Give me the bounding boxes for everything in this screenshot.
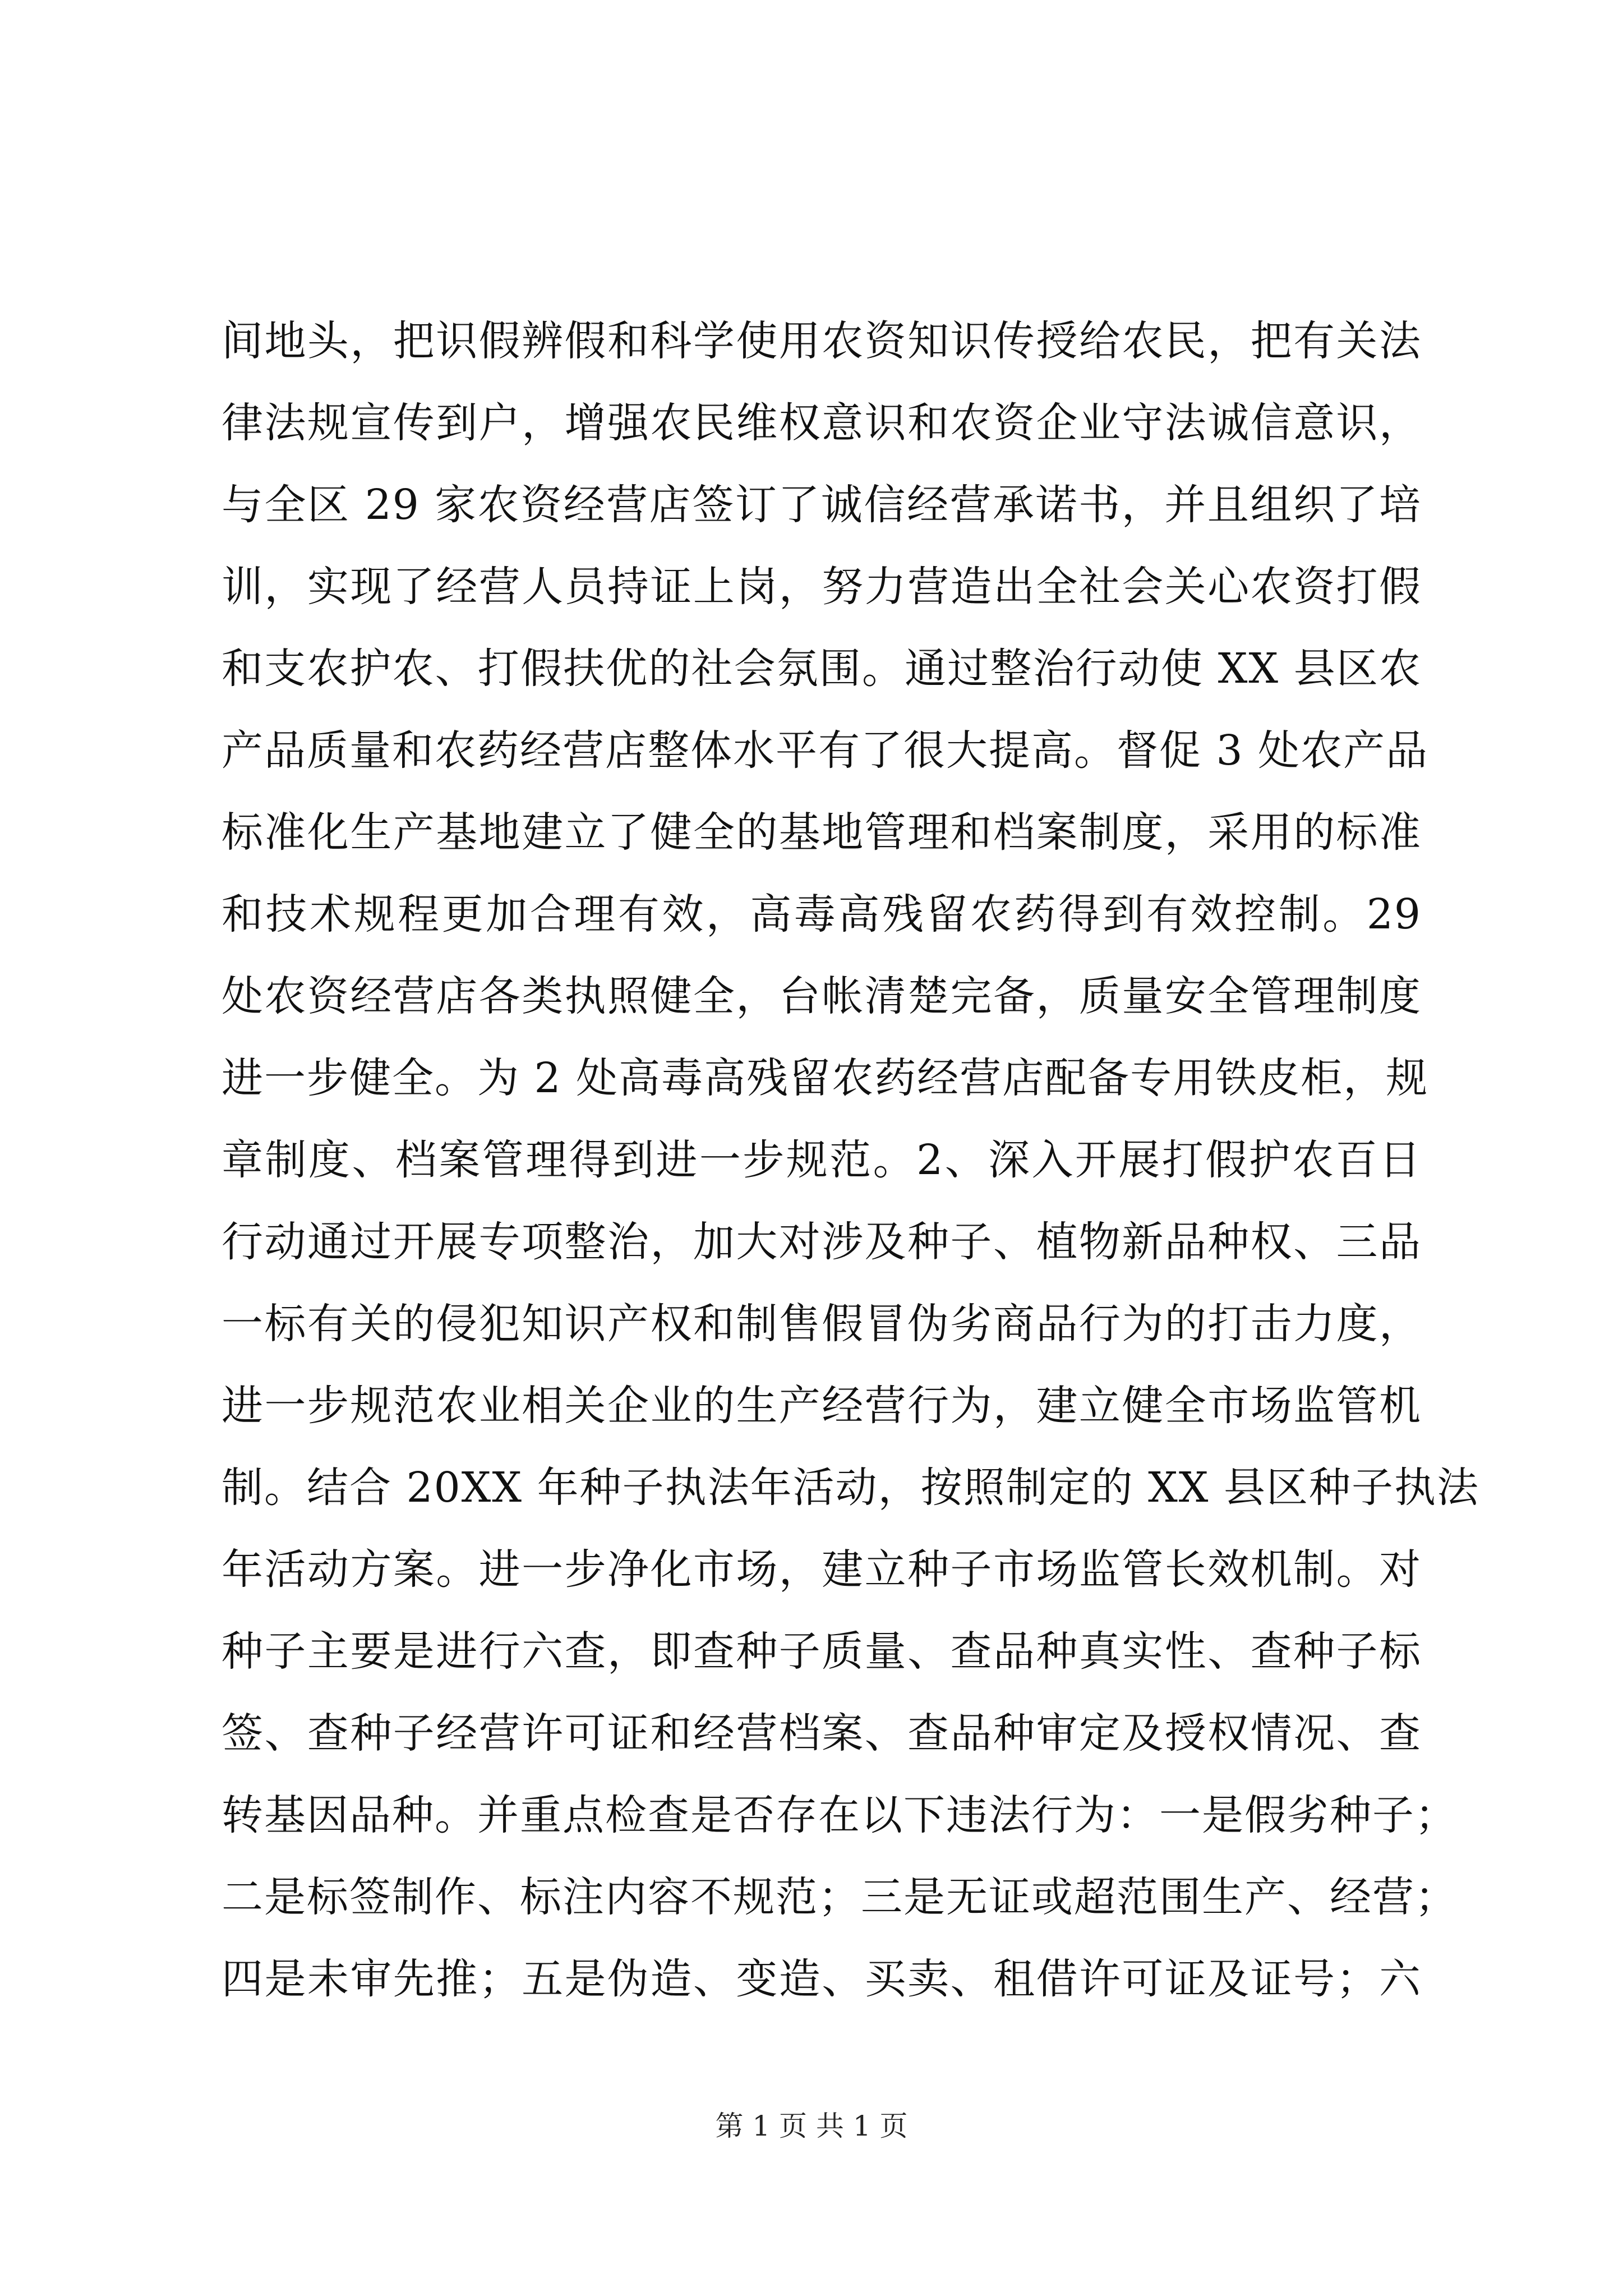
text-line: 制。结合 20XX 年种子执法年活动，按照制定的 XX 县区种子执法	[222, 1464, 1479, 1512]
text-line: 训，实现了经营人员持证上岗，努力营造出全社会关心农资打假	[222, 563, 1422, 611]
text-line: 章制度、档案管理得到进一步规范。2、深入开展打假护农百日	[222, 1136, 1422, 1184]
text-line: 与全区 29 家农资经营店签订了诚信经营承诺书，并且组织了培	[222, 481, 1422, 529]
text-line: 产品质量和农药经营店整体水平有了很大提高。督促 3 处农产品	[222, 726, 1429, 775]
body-text	[222, 300, 1479, 2020]
text-line: 转基因品种。并重点检查是否存在以下违法行为：一是假劣种子；	[222, 1791, 1458, 1839]
text-line: 和技术规程更加合理有效，高毒高残留农药得到有效控制。29	[222, 890, 1422, 938]
text-line: 种子主要是进行六查，即查种子质量、查品种真实性、查种子标	[222, 1627, 1422, 1676]
text-line: 处农资经营店各类执照健全，台帐清楚完备，质量安全管理制度	[222, 972, 1422, 1020]
text-line: 签、查种子经营许可证和经营档案、查品种审定及授权情况、查	[222, 1709, 1422, 1757]
text-line: 进一步规范农业相关企业的生产经营行为，建立健全市场监管机	[222, 1382, 1422, 1430]
text-line: 进一步健全。为 2 处高毒高残留农药经营店配备专用铁皮柜，规	[222, 1054, 1429, 1102]
text-line: 年活动方案。进一步净化市场，建立种子市场监管长效机制。对	[222, 1545, 1422, 1594]
page-number-label: 第 1 页 共 1 页	[715, 2110, 908, 2142]
text-line: 和支农护农、打假扶优的社会氛围。通过整治行动使 XX 县区农	[222, 645, 1422, 693]
text-line: 间地头，把识假辨假和科学使用农资知识传授给农民，把有关法	[222, 317, 1422, 365]
text-line: 律法规宣传到户，增强农民维权意识和农资企业守法诚信意识，	[222, 399, 1422, 447]
text-line: 二是标签制作、标注内容不规范；三是无证或超范围生产、经营；	[222, 1873, 1458, 1921]
text-line: 行动通过开展专项整治，加大对涉及种子、植物新品种权、三品	[222, 1218, 1422, 1266]
page-footer	[0, 2106, 1623, 2146]
text-line: 四是未审先推；五是伪造、变造、买卖、租借许可证及证号；六	[222, 1955, 1422, 2003]
text-line: 一标有关的侵犯知识产权和制售假冒伪劣商品行为的打击力度，	[222, 1300, 1422, 1348]
text-line: 标准化生产基地建立了健全的基地管理和档案制度，采用的标准	[222, 808, 1422, 857]
